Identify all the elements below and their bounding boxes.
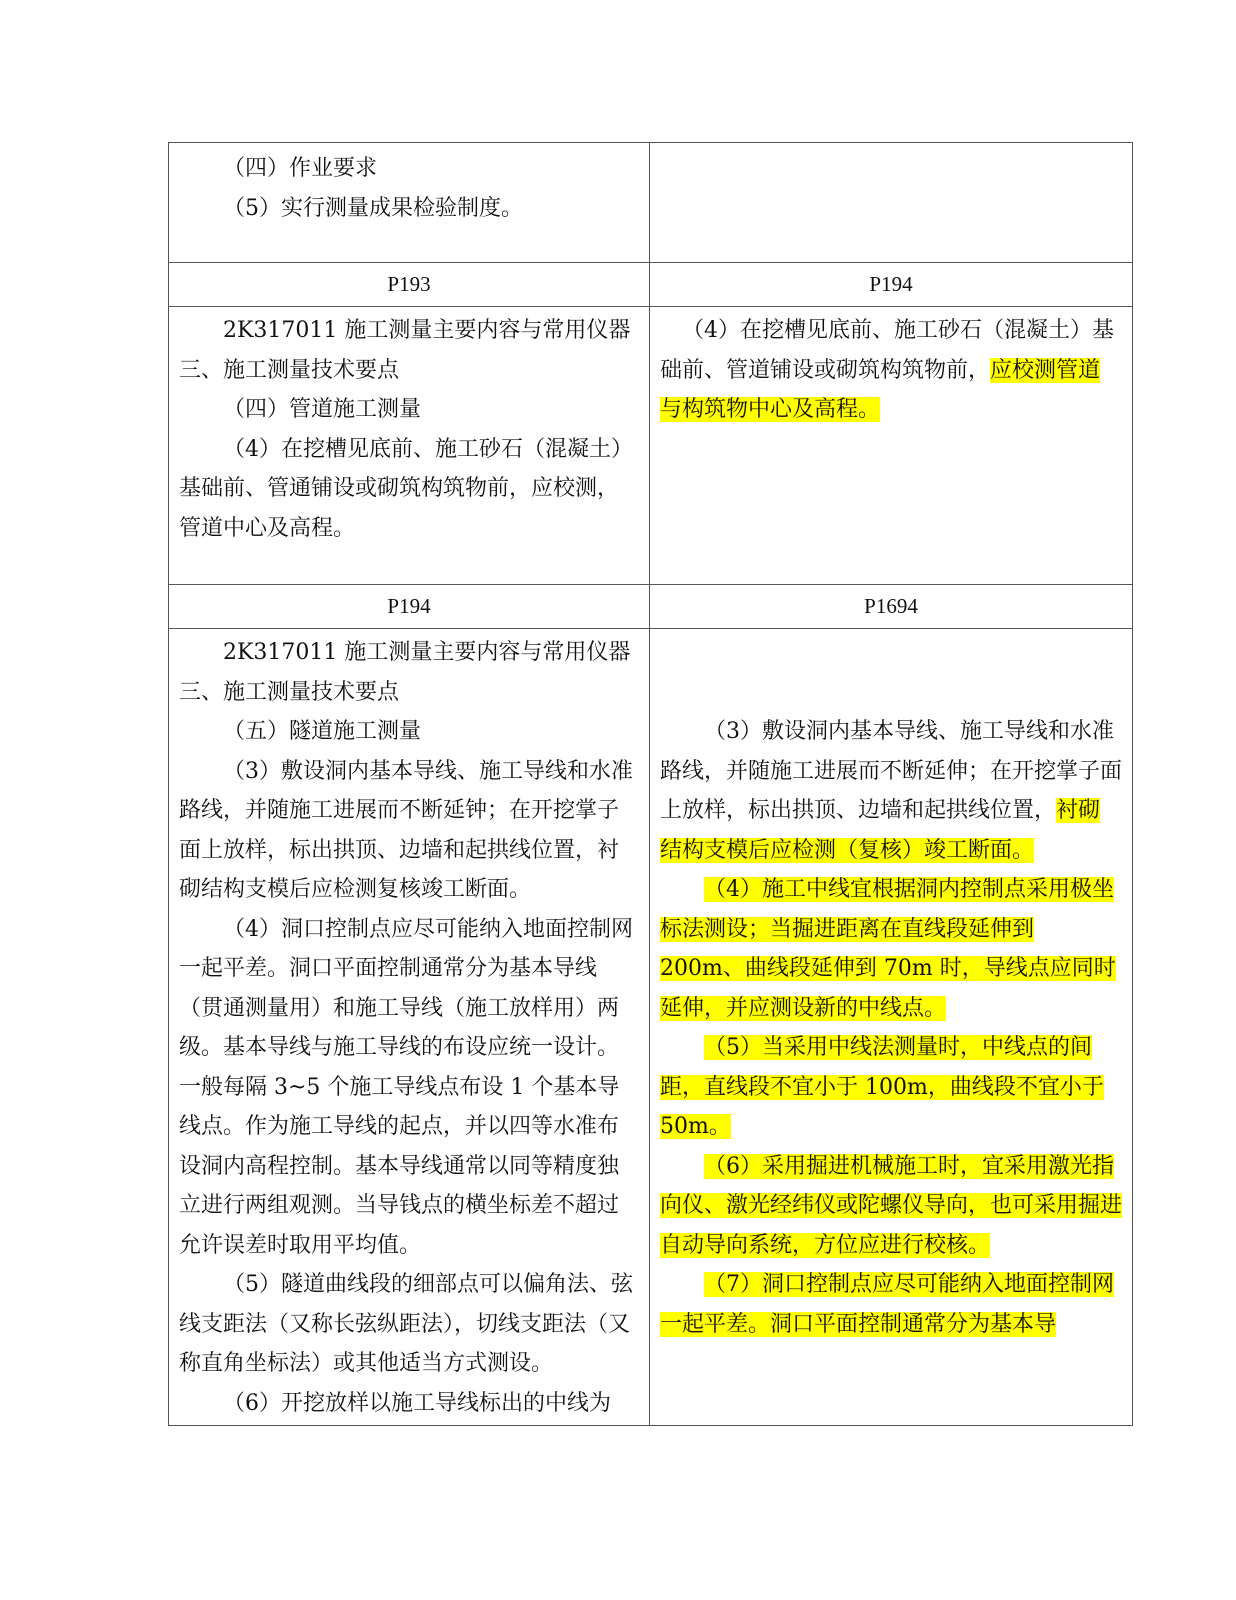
highlighted-text: （6）采用掘进机械施工时，宜采用激光指向仪、激光经纬仪或陀螺仪导向，也可采用掘进自动导向系统，方位应进行校核。 (660, 1153, 1123, 1258)
table-row (169, 629, 1133, 1426)
comparison-table (168, 142, 1133, 1426)
highlighted-text: （7）洞口控制点应尽可能纳入地面控制网一起平差。洞口平面控制通常分为基本导 (660, 1272, 1114, 1337)
paragraph: （5）隧道曲线段的细部点可以偏角法、弦线支距法（又称长弦纵距法），切线支距法（又称直角坐标法）或其他适当方式测设。 (179, 1272, 633, 1376)
row1-left-cell (169, 143, 650, 263)
highlighted-text: 衬砌结构支模后应检测（复核）竣工断面。 (660, 798, 1101, 863)
paragraph: （4）在挖槽见底前、施工砂石（混凝土）基础前、管通铺设或砌筑构筑物前，应校测，管道中心及高程。 (179, 436, 633, 541)
paragraph: （5）实行测量成果检验制度。 (223, 195, 523, 221)
row5-right-cell (650, 629, 1133, 1426)
row1-right-cell (650, 143, 1133, 263)
page-ref-right: P194 (650, 263, 1133, 307)
page-ref-right: P1694 (650, 585, 1133, 629)
row3-left-cell (169, 307, 650, 585)
table-row (169, 585, 1133, 629)
chapter-title: 2K317011 施工测量主要内容与常用仪器 (223, 640, 631, 665)
section-heading: （四）作业要求 (223, 156, 378, 181)
blank-space (660, 633, 1122, 712)
paragraph: （4）洞口控制点应尽可能纳入地面控制网一起平差。洞口平面控制通常分为基本导线（贯通测量用）和施工导线（施工放样用）两级。基本导线与施工导线的布设应统一设计。一般每隔 3~5 个施工导线点布设 1 个基本导线点。作为施工导线的起点，并以四等水准布设洞内高程控制。基本导线通常以同等精度独立进行两组观测。当导钱点的横坐标差不超过允许误差时取用平均值。 (179, 916, 633, 1258)
plain-text: （3）敷设洞内基本导线、施工导线和水准路线，并随施工进展而不断延伸；在开挖掌子面上放样，标出拱顶、边墙和起拱线位置， (660, 719, 1123, 823)
page-ref-left: P193 (169, 263, 650, 307)
paragraph: （3）敷设洞内基本导线、施工导线和水准路线，并随施工进展而不断延钟；在开挖掌子面上放样，标出拱顶、边墙和起拱线位置，衬砌结构支模后应检测复核竣工断面。 (179, 758, 633, 902)
page-ref-left: P194 (169, 585, 650, 629)
table-row (169, 307, 1133, 585)
table-row (169, 263, 1133, 307)
chapter-title: 2K317011 施工测量主要内容与常用仪器 (223, 318, 631, 343)
paragraph (660, 712, 1122, 870)
highlighted-text: （4）施工中线宜根据洞内控制点采用极坐标法测设；当掘进距离在直线段延伸到 200m、曲线段延伸到 70m 时，导线点应同时延伸，并应测设新的中线点。 (660, 877, 1116, 1021)
paragraph (660, 1028, 1122, 1147)
highlighted-text: （5）当采用中线法测量时，中线点的间距，直线段不宜小于 100m，曲线段不宜小于 50m。 (660, 1035, 1104, 1139)
section-heading: 三、施工测量技术要点 (179, 679, 400, 705)
paragraph (660, 1265, 1122, 1344)
paragraph (660, 311, 1122, 430)
section-heading: 三、施工测量技术要点 (179, 357, 400, 383)
paragraph (660, 1147, 1122, 1266)
paragraph: （6）开挖放样以施工导线标出的中线为 (223, 1390, 611, 1416)
sub-heading: （四）管道施工测量 (223, 397, 422, 422)
sub-heading: （五）隧道施工测量 (223, 719, 422, 744)
plain-text: （4）在挖槽见底前、施工砂石（混凝土）基础前、管道铺设或砌筑构筑物前， (660, 318, 1114, 383)
highlighted-text: 应校测管道与构筑物中心及高程。 (660, 357, 1101, 422)
row5-left-cell (169, 629, 650, 1426)
table-row (169, 143, 1133, 263)
row3-right-cell (650, 307, 1133, 585)
paragraph (660, 870, 1122, 1028)
